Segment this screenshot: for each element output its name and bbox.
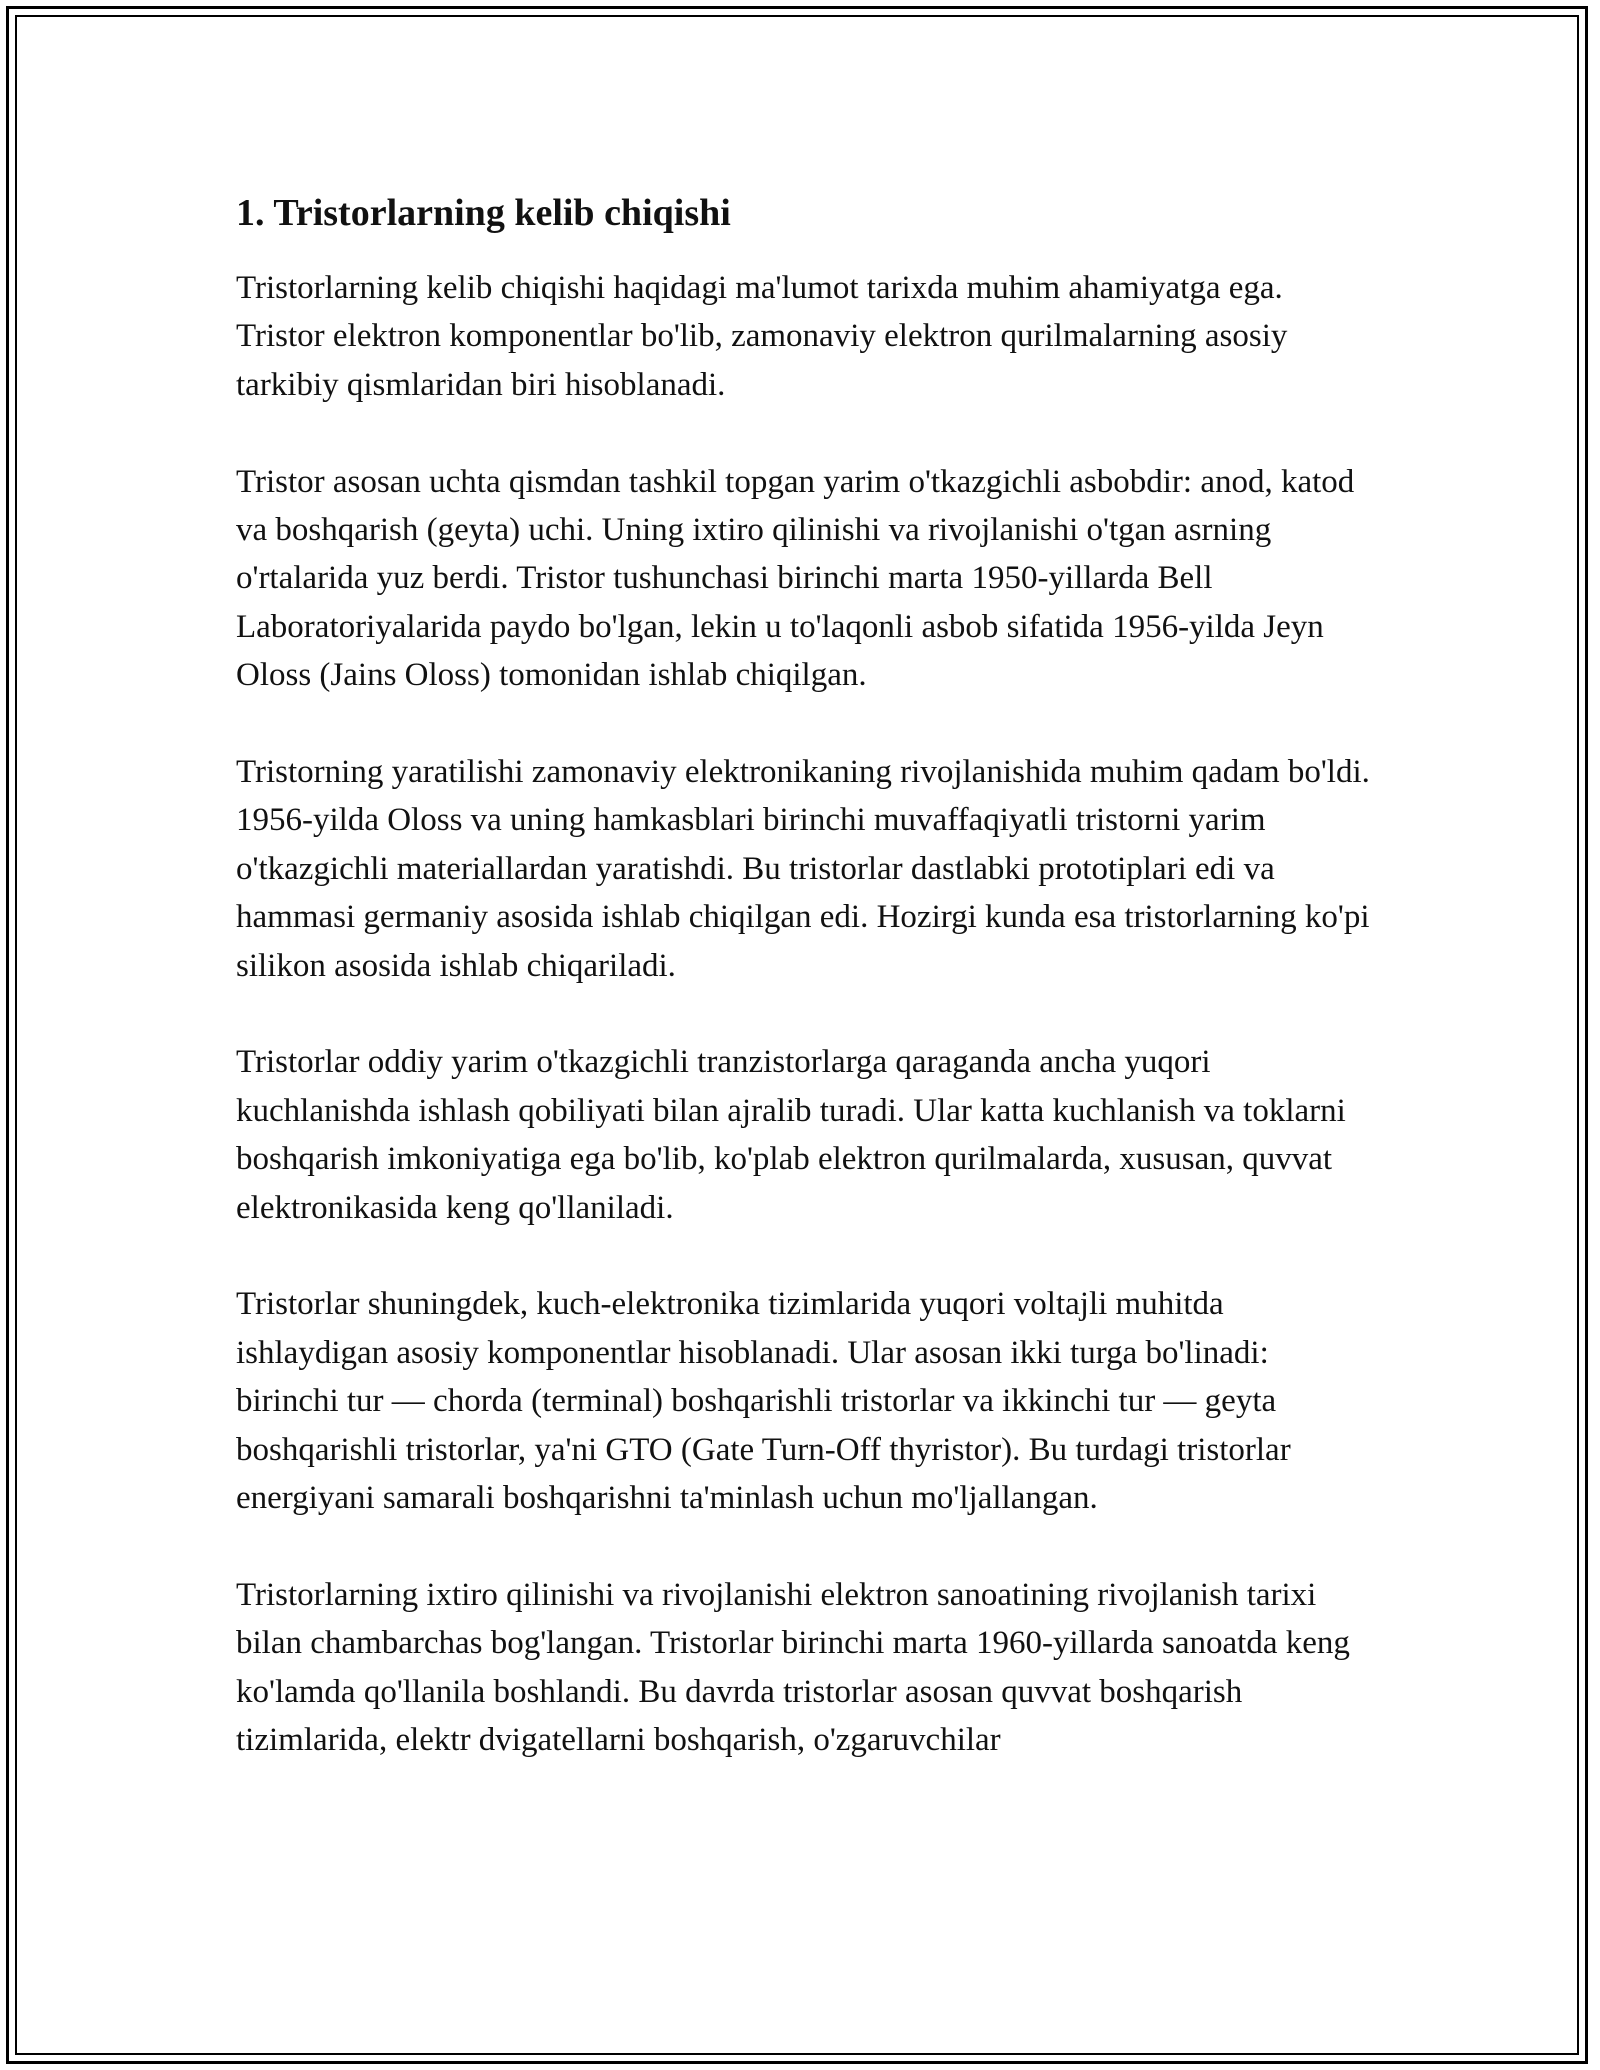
paragraph-3: Tristorning yaratilishi zamonaviy elektronikaning rivojlanishida muhim qadam bo'ldi. 1956-yilda Oloss va uning hamkasblari birinchi muvaffaqiyatli tristorni yarim o'tkazgichli materiallardan yaratishdi. Bu tristorlar dastlabki prototiplari edi va hammasi germaniy asosida ishlab chiqilgan edi. Hozirgi kunda esa tristorlarning ko'pi silikon asosida ishlab chiqariladi. [236,754,1370,984]
paragraph-1: Tristorlarning kelib chiqishi haqidagi ma'lumot tarixda muhim ahamiyatga ega. Tristor elektron komponentlar bo'lib, zamonaviy elektron qurilmalarning asosiy tarkibiy qismlaridan biri hisoblanadi. [236,270,1288,403]
paragraph-6: Tristorlarning ixtiro qilinishi va rivojlanishi elektron sanoatining rivojlanish tarixi bilan chambarchas bog'langan. Tristorlar birinchi marta 1960-yillarda sanoatda keng ko'lamda qo'llanila boshlandi. Bu davrda tristorlar asosan quvvat boshqarish tizimlarida, elektr dvigatellarni boshqarish, o'zgaruvchilar [236,1576,1350,1759]
paragraph-5: Tristorlar shuningdek, kuch-elektronika tizimlarida yuqori voltajli muhitda ishlaydigan asosiy komponentlar hisoblanadi. Ular asosan ikki turga bo'linadi: birinchi tur — chorda (terminal) boshqarishli tristorlar va ikkinchi tur — geyta boshqarishli tristorlar, ya'ni GTO (Gate Turn-Off thyristor). Bu turdagi tristorlar energiyani samarali boshqarishni ta'minlash uchun mo'ljallangan. [236,1286,1291,1517]
paragraph-2: Tristor asosan uchta qismdan tashkil topgan yarim o'tkazgichli asbobdir: anod, katod va boshqarish (geyta) uchi. Uning ixtiro qilinishi va rivojlanishi o'tgan asrning o'rtalarida yuz berdi. Tristor tushunchasi birinchi marta 1950-yillarda Bell Laboratoriyalarida paydo bo'lgan, lekin u to'laqonli asbob sifatida 1956-yilda Jeyn Oloss (Jains Oloss) tomonidan ishlab chiqilgan. [236,463,1355,694]
paragraph-4: Tristorlar oddiy yarim o'tkazgichli tranzistorlarga qaraganda ancha yuqori kuchlanishda ishlash qobiliyati bilan ajralib turadi. Ular katta kuchlanish va toklarni boshqarish imkoniyatiga ega bo'lib, ko'plab elektron qurilmalarda, xususan, quvvat elektronikasida keng qo'llaniladi. [236,1044,1346,1226]
document-body [236,188,1376,1765]
section-heading: 1. Tristorlarning kelib chiqishi [236,192,731,234]
